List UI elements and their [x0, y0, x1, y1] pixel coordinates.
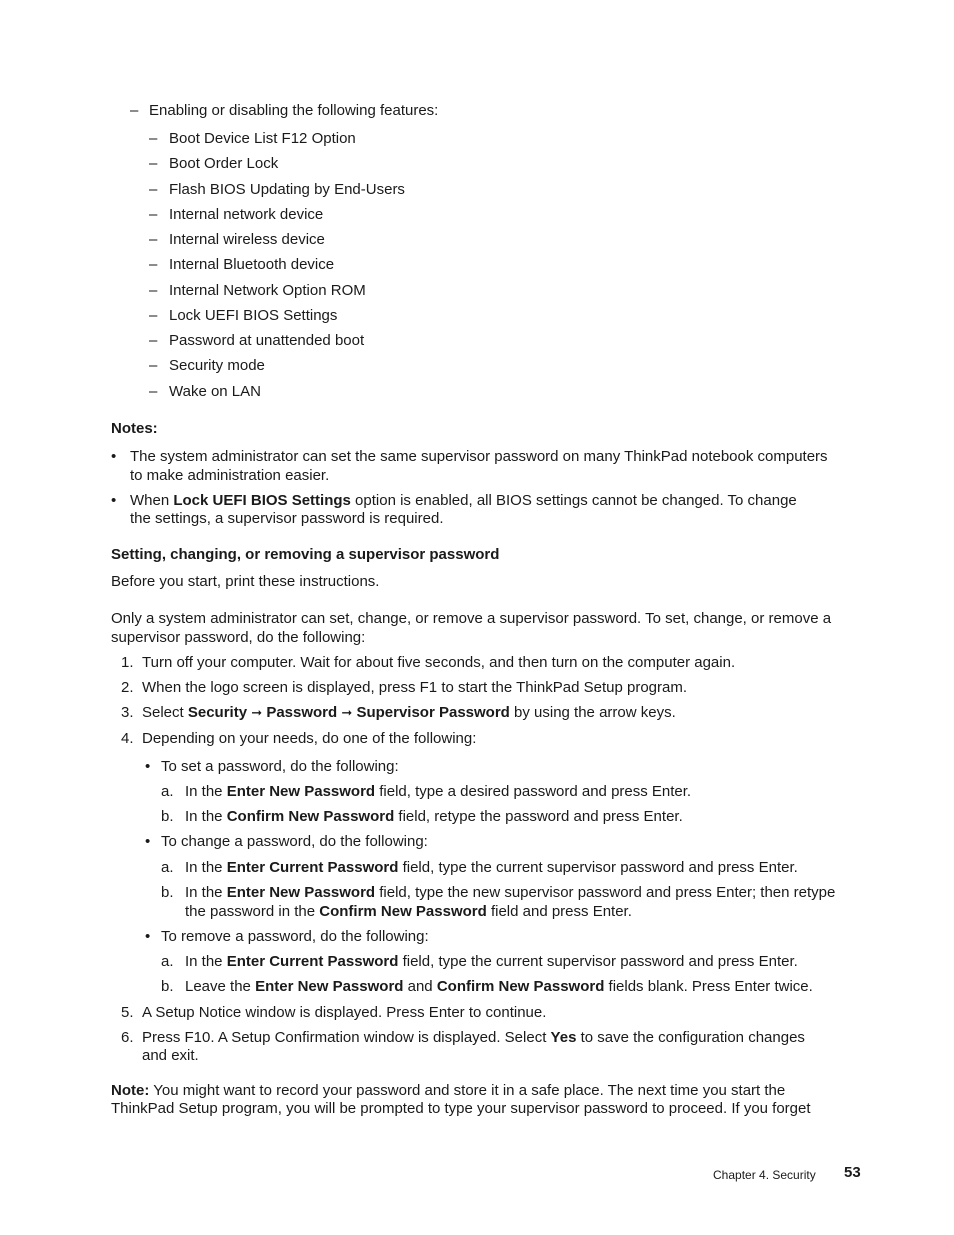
substep-letter: b. — [161, 978, 174, 995]
step-number: 1. — [121, 654, 134, 671]
note-2-line-1: When Lock UEFI BIOS Settings option is enabled, all BIOS settings cannot be changed. To change — [130, 492, 797, 509]
bullet-marker: • — [145, 758, 151, 775]
feature-item: Password at unattended boot — [169, 332, 365, 349]
bullet-marker: • — [145, 928, 151, 945]
dash-marker: – — [149, 155, 158, 172]
note-1-line-2: to make administration easier. — [130, 467, 330, 484]
step-2: When the logo screen is displayed, press F1 to start the ThinkPad Setup program. — [142, 679, 688, 696]
arrow-right-icon: ➞ — [251, 705, 263, 720]
dash-marker: – — [149, 181, 158, 198]
step-4: Depending on your needs, do one of the following: — [142, 730, 477, 747]
set-substep-a: In the Enter New Password field, type a desired password and press Enter. — [185, 783, 692, 800]
feature-item: Wake on LAN — [169, 383, 261, 400]
bullet-marker: • — [111, 448, 117, 465]
feature-item: Boot Order Lock — [169, 155, 279, 172]
remove-substep-b: Leave the Enter New Password and Confirm New Password fields blank. Press Enter twice. — [185, 978, 813, 995]
set-password-bullet: To set a password, do the following: — [161, 758, 399, 775]
substep-letter: a. — [161, 859, 174, 876]
dash-marker: – — [149, 231, 158, 248]
step-6-line-1: Press F10. A Setup Confirmation window is displayed. Select Yes to save the configuration changes — [142, 1029, 805, 1046]
dash-marker: – — [149, 383, 158, 400]
step-1: Turn off your computer. Wait for about five seconds, and then turn on the computer again. — [142, 654, 736, 671]
dash-marker: – — [130, 102, 139, 119]
step-number: 5. — [121, 1004, 134, 1021]
feature-item: Lock UEFI BIOS Settings — [169, 307, 338, 324]
final-note-line-1: Note: You might want to record your password and store it in a safe place. The next time you start the — [111, 1082, 786, 1099]
remove-password-bullet: To remove a password, do the following: — [161, 928, 429, 945]
substep-letter: a. — [161, 953, 174, 970]
dash-marker: – — [149, 282, 158, 299]
note-2-line-2: the settings, a supervisor password is required. — [130, 510, 444, 527]
dash-marker: – — [149, 206, 158, 223]
dash-marker: – — [149, 332, 158, 349]
intro-line-2: supervisor password, do the following: — [111, 629, 366, 646]
feature-item: Flash BIOS Updating by End-Users — [169, 181, 405, 198]
footer-chapter: Chapter 4. Security — [713, 1168, 816, 1182]
before-start-text: Before you start, print these instructions. — [111, 573, 380, 590]
step-6-line-2: and exit. — [142, 1047, 199, 1064]
dash-marker: – — [149, 357, 158, 374]
intro-line-1: Only a system administrator can set, change, or remove a supervisor password. To set, change, or remove a — [111, 610, 832, 627]
change-password-bullet: To change a password, do the following: — [161, 833, 428, 850]
step-3: Select Security ➞ Password ➞ Supervisor Password by using the arrow keys. — [142, 704, 676, 721]
notes-heading: Notes: — [111, 420, 158, 437]
step-5: A Setup Notice window is displayed. Press Enter to continue. — [142, 1004, 547, 1021]
feature-item: Internal wireless device — [169, 231, 325, 248]
bullet-marker: • — [111, 492, 117, 509]
feature-item: Internal Bluetooth device — [169, 256, 335, 273]
substep-letter: b. — [161, 808, 174, 825]
arrow-right-icon: ➞ — [341, 705, 353, 720]
feature-item: Security mode — [169, 357, 265, 374]
step-number: 4. — [121, 730, 134, 747]
bullet-marker: • — [145, 833, 151, 850]
note-1-line-1: The system administrator can set the same supervisor password on many ThinkPad notebook computers — [130, 448, 828, 465]
top-dash-item: Enabling or disabling the following features: — [149, 102, 439, 119]
step-number: 6. — [121, 1029, 134, 1046]
step-number: 3. — [121, 704, 134, 721]
page-number: 53 — [844, 1164, 861, 1181]
feature-item: Internal Network Option ROM — [169, 282, 366, 299]
dash-marker: – — [149, 130, 158, 147]
dash-marker: – — [149, 307, 158, 324]
section-heading: Setting, changing, or removing a supervisor password — [111, 546, 500, 563]
change-substep-b-line-2: the password in the Confirm New Password field and press Enter. — [185, 903, 632, 920]
set-substep-b: In the Confirm New Password field, retype the password and press Enter. — [185, 808, 683, 825]
remove-substep-a: In the Enter Current Password field, type the current supervisor password and press Enter. — [185, 953, 798, 970]
final-note-line-2: ThinkPad Setup program, you will be prompted to type your supervisor password to proceed. If you forget — [111, 1100, 811, 1117]
step-number: 2. — [121, 679, 134, 696]
change-substep-a: In the Enter Current Password field, type the current supervisor password and press Enter. — [185, 859, 798, 876]
feature-item: Internal network device — [169, 206, 324, 223]
substep-letter: a. — [161, 783, 174, 800]
substep-letter: b. — [161, 884, 174, 901]
change-substep-b-line-1: In the Enter New Password field, type the new supervisor password and press Enter; then retype — [185, 884, 836, 901]
feature-item: Boot Device List F12 Option — [169, 130, 356, 147]
dash-marker: – — [149, 256, 158, 273]
